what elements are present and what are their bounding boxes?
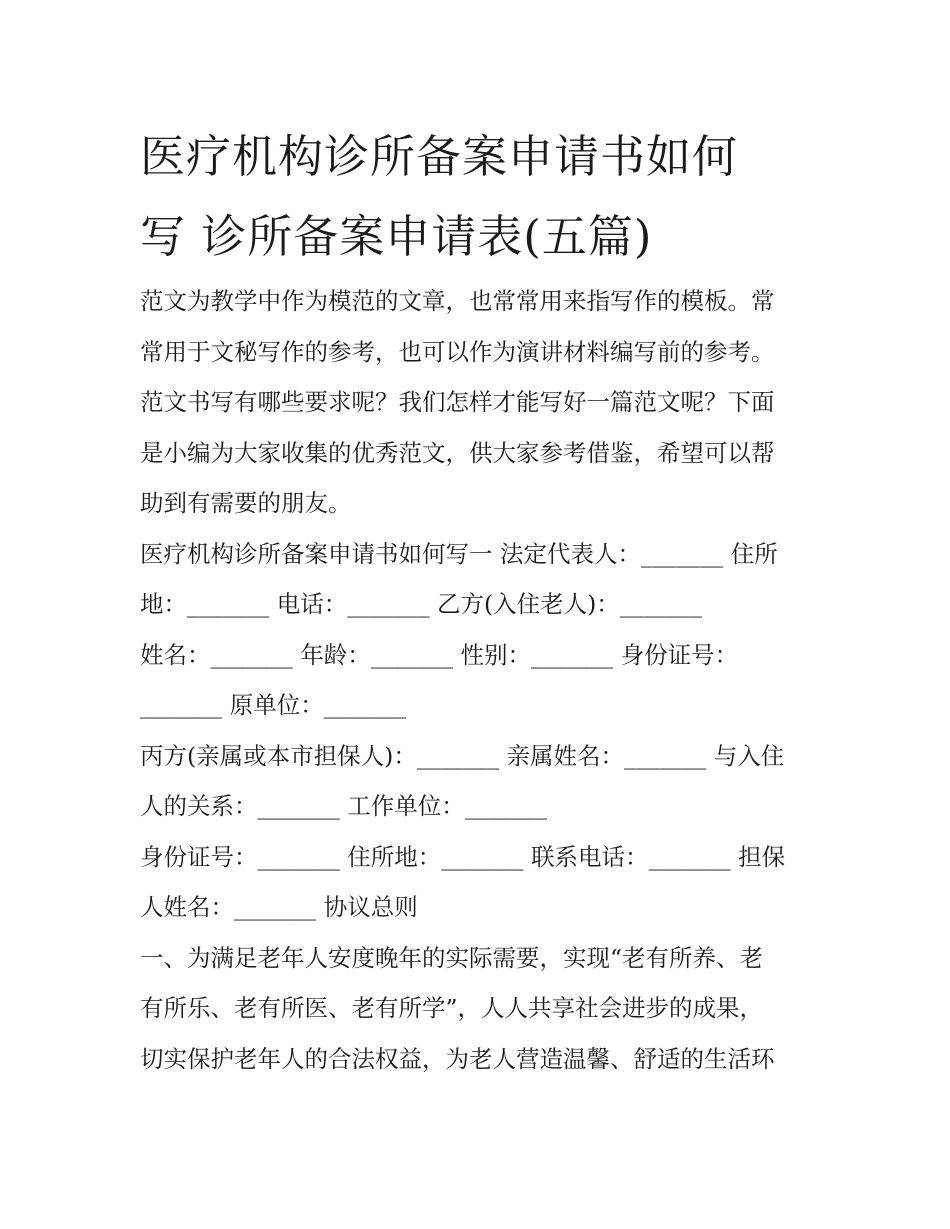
body-line-6: 医疗机构诊所备案申请书如何写一 法定代表人：_______ 住所 xyxy=(140,539,778,568)
title-line-2: 写 诊所备案申请表(五篇) xyxy=(140,210,653,263)
body-line-1: 范文为教学中作为模范的文章，也常常用来指写作的模板。常 xyxy=(140,287,775,315)
body-line-3: 范文书写有哪些要求呢？我们怎样才能写好一篇范文呢？下面 xyxy=(140,388,775,416)
title-line-1: 医疗机构诊所备案申请书如何 xyxy=(140,130,739,183)
document-body xyxy=(140,276,820,1084)
body-line-4: 是小编为大家收集的优秀范文，供大家参考借鉴，希望可以帮 xyxy=(140,438,775,467)
body-line-16: 切实保护老年人的合法权益，为老人营造温馨、舒适的生活环 xyxy=(140,1044,775,1073)
document-title xyxy=(140,117,820,277)
body-line-2: 常用于文秘写作的参考，也可以作为演讲材料编写前的参考。 xyxy=(140,337,775,366)
body-line-9: _______ 原单位：_______ xyxy=(140,691,406,719)
body-line-10: 丙方(亲属或本市担保人)：_______ 亲属姓名：_______ 与入住 xyxy=(140,741,785,770)
body-line-7: 地：_______ 电话：_______ 乙方(入住老人)：_______ xyxy=(140,590,703,618)
body-line-14: 一、为满足老年人安度晚年的实际需要，实现“老有所养、老 xyxy=(140,943,764,972)
body-line-5: 助到有需要的朋友。 xyxy=(140,489,352,517)
body-line-15: 有所乐、老有所医、老有所学”，人人共享社会进步的成果， xyxy=(140,994,764,1022)
body-line-8: 姓名：_______ 年龄：_______ 性别：_______ 身份证号： xyxy=(140,640,739,669)
body-line-11: 人的关系：_______ 工作单位：_______ xyxy=(140,792,547,820)
body-line-12: 身份证号：_______ 住所地：_______ 联系电话：_______ 担保 xyxy=(140,842,786,871)
body-line-13: 人姓名：_______ 协议总则 xyxy=(140,893,418,921)
